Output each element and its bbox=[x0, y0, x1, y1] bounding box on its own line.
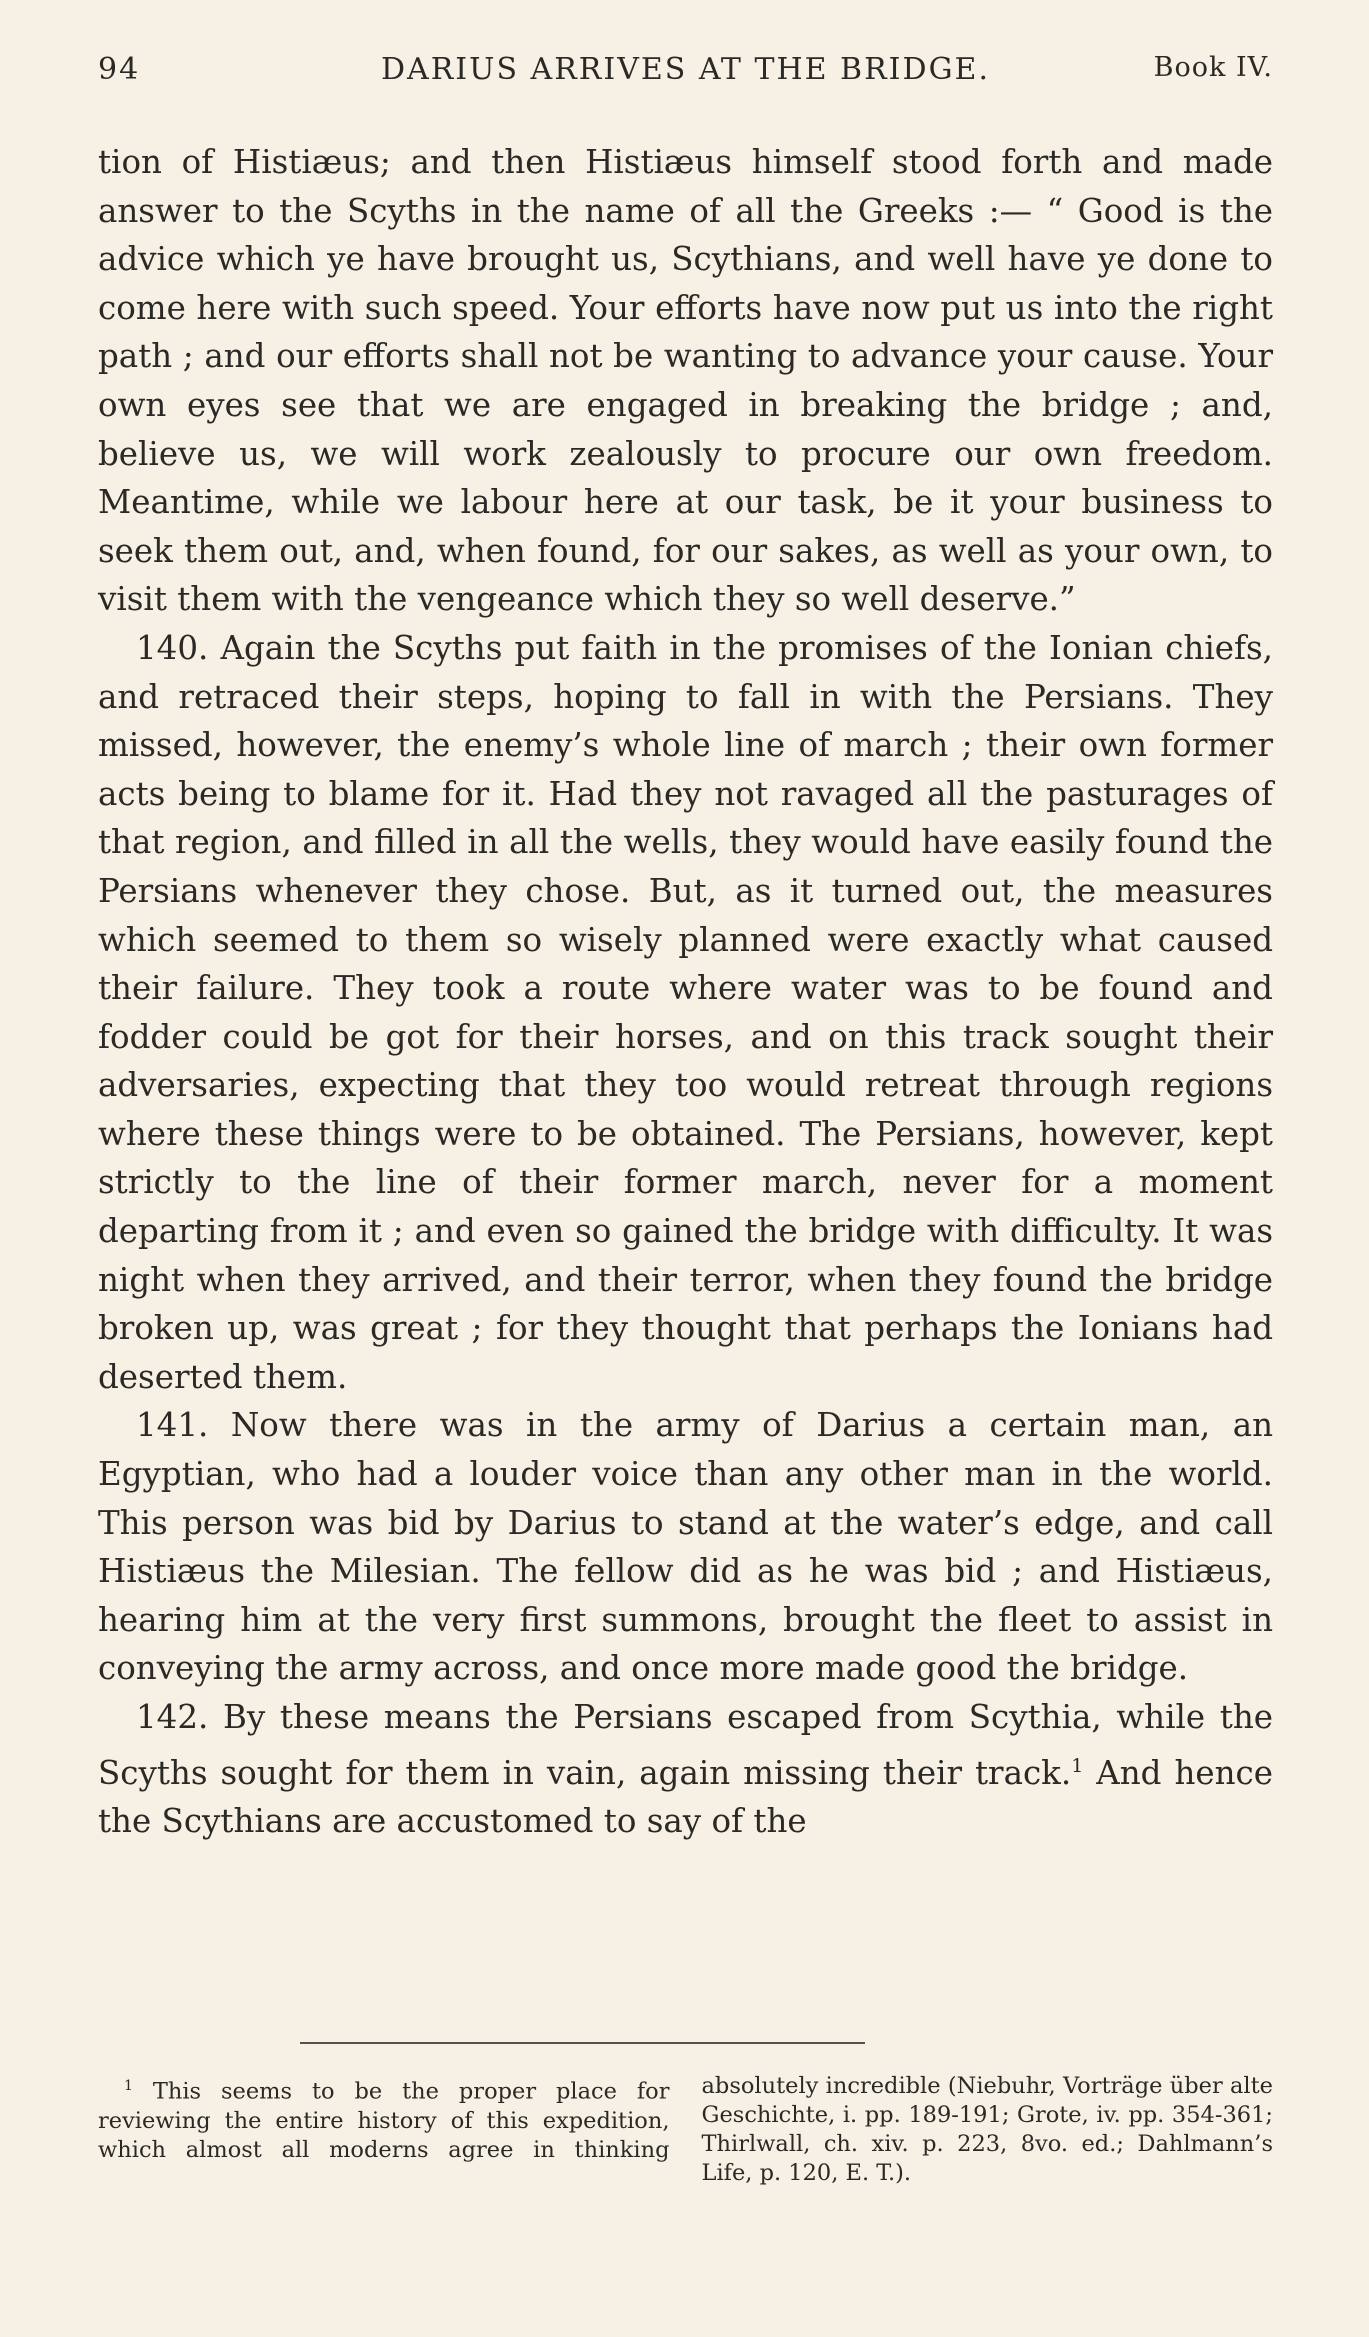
footnote-reference: 1 bbox=[1071, 1754, 1084, 1777]
footnote-divider bbox=[300, 2042, 865, 2044]
paragraph-140: 140. Again the Scyths put faith in the promises of the Ionian chiefs, and retraced their steps, hoping to fall in with the Persians. They missed, however, the enemy’s whole line of march ; their own former acts being to blame for it. Had they not ravaged all the pasturages of that region, and filled in all the wells, they would have easily found the Persians whenever they chose. But, as it turned out, the measures which seemed to them so wisely planned were exactly what caused their failure. They took a route where water was to be found and fodder could be got for their horses, and on this track sought their adversaries, expecting that they too would retreat through regions where these things were to be obtained. The Persians, however, kept strictly to the line of their former march, never for a moment departing from it ; and even so gained the bridge with difficulty. It was night when they arrived, and their terror, when they found the bridge broken up, was great ; for they thought that perhaps the Ionians had deserted them. bbox=[98, 628, 1273, 1396]
footnote-paragraph bbox=[98, 2072, 1273, 2188]
paragraph-142 bbox=[98, 1693, 1273, 1846]
running-header bbox=[98, 40, 1273, 100]
paragraph-142-text-end: And hence the Scythians are accustomed to say of the bbox=[98, 1753, 1273, 1841]
paragraph-141: 141. Now there was in the army of Darius a certain man, an Egyptian, who had a louder voice than any other man in the world. This person was bid by Darius to stand at the water’s edge, and call Histiæus the Milesian. The fellow did as he was bid ; and Histiæus, hearing him at the very first summons, brought the fleet to assist in conveying the army across, and once more made good the bridge. bbox=[98, 1406, 1273, 1688]
page-number: 94 bbox=[98, 52, 141, 87]
footnote bbox=[98, 2072, 1273, 2188]
running-title: DARIUS ARRIVES AT THE BRIDGE. bbox=[381, 52, 990, 87]
paragraph-142-text: 142. By these means the Persians escaped from Scythia, while the Scyths sought for them in vain, again missing their track. bbox=[98, 1698, 1273, 1792]
main-text bbox=[98, 138, 1273, 1846]
footnote-text: This seems to be the proper place for reviewing the entire history of this expedition, which almost all moderns agree in thinking absolutely incredible (Niebuhr, Vorträge über alte Geschichte, i. pp. 189-191; Grote, iv. pp. 354-361; Thirlwall, ch. xiv. p. 223, 8vo. ed.; Dahlmann’s Life, p. 120, E. T.). bbox=[98, 2073, 1273, 2186]
footnote-marker: 1 bbox=[124, 2078, 133, 2094]
book-label: Book IV. bbox=[1153, 52, 1273, 83]
book-page bbox=[98, 40, 1273, 1841]
paragraph-continuation: tion of Histiæus; and then Histiæus himself stood forth and made answer to the Scyths in the name of all the Greeks :— “ Good is the advice which ye have brought us, Scythians, and well have ye done to come here with such speed. Your efforts have now put us into the right path ; and our efforts shall not be wanting to advance your cause. Your own eyes see that we are engaged in breaking the bridge ; and, believe us, we will work zealously to procure our own freedom. Meantime, while we labour here at our task, be it your business to seek them out, and, when found, for our sakes, as well as your own, to visit them with the vengeance which they so well deserve.” bbox=[98, 143, 1273, 619]
